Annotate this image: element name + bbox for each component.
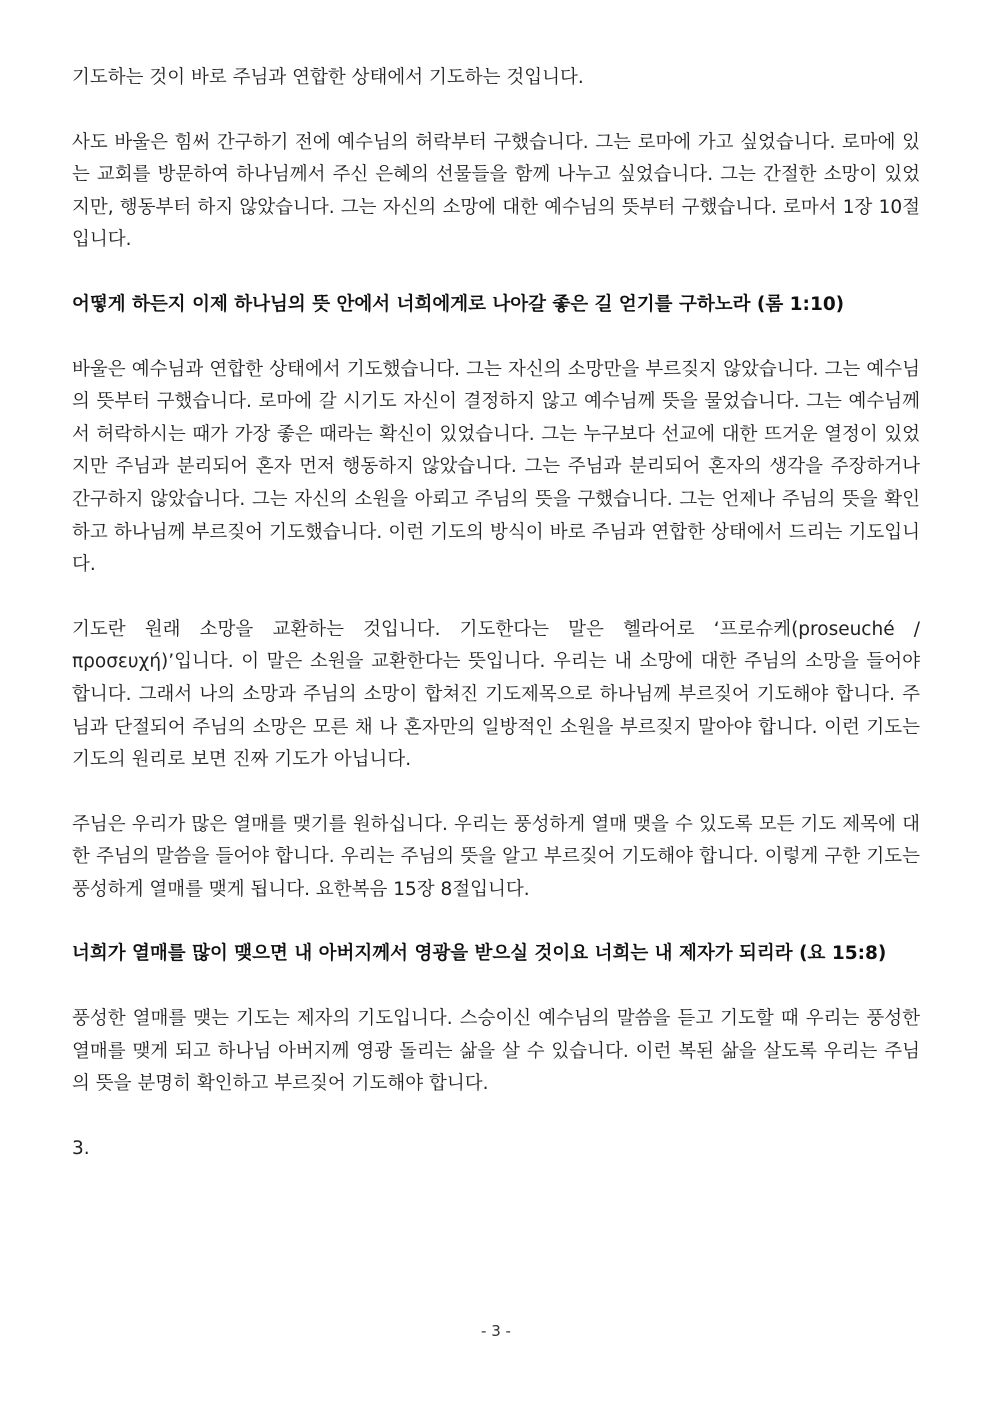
document-body [72,62,920,1165]
paragraph-continuation: 기도하는 것이 바로 주님과 연합한 상태에서 기도하는 것입니다. [72,67,584,88]
scripture-romans-1-10: 어떻게 하든지 이제 하나님의 뜻 안에서 너희에게로 나아갈 좋은 길 얻기를 구하노라 (롬 1:10) [72,293,845,315]
paragraph-disciple-prayer: 풍성한 열매를 맺는 기도는 제자의 기도입니다. 스승이신 예수님의 말씀을 듣고 기도할 때 우리는 풍성한 열매를 맺게 되고 하나님 아버지께 영광 돌리는 삶을 살 수 있습니다. 이런 복된 삶을 살도록 우리는 주님의 뜻을 분명히 확인하고 부르짖어 기도해야 합니다. [72,1008,920,1095]
scripture-john-15-8: 너희가 열매를 많이 맺으면 내 아버지께서 영광을 받으실 것이요 너희는 내 제자가 되리라 (요 15:8) [72,943,887,965]
section-number: 3. [72,1137,90,1159]
page-number: - 3 - [481,1322,511,1340]
paragraph-fruit: 주님은 우리가 많은 열매를 맺기를 원하십니다. 우리는 풍성하게 열매 맺을 수 있도록 모든 기도 제목에 대한 주님의 말씀을 들어야 합니다. 우리는 주님의 뜻을 알고 부르짖어 기도해야 합니다. 이렇게 구한 기도는 풍성하게 열매를 맺게 됩니다. 요한복음 15장 8절입니다. [72,813,920,900]
paragraph-proseuche: 기도란 원래 소망을 교환하는 것입니다. 기도한다는 말은 헬라어로 ‘프로슈케(proseuché / προσευχή)’입니다. 이 말은 소원을 교환한다는 뜻입니다. 우리는 내 소망에 대한 주님의 소망을 들어야 합니다. 그래서 나의 소망과 주님의 소망이 합쳐진 기도제목으로 하나님께 부르짖어 기도해야 합니다. 주님과 단절되어 주님의 소망은 모른 채 나 혼자만의 일방적인 소원을 부르짖지 말아야 합니다. 이런 기도는 기도의 원리로 보면 진짜 기도가 아닙니다. [72,618,920,771]
paragraph-united-prayer: 바울은 예수님과 연합한 상태에서 기도했습니다. 그는 자신의 소망만을 부르짖지 않았습니다. 그는 예수님의 뜻부터 구했습니다. 로마에 갈 시기도 자신이 결정하지 않고 예수님께 뜻을 물었습니다. 그는 예수님께서 허락하시는 때가 가장 좋은 때라는 확신이 있었습니다. 그는 누구보다 선교에 대한 뜨거운 열정이 있었지만 주님과 분리되어 혼자 먼저 행동하지 않았습니다. 그는 주님과 분리되어 혼자의 생각을 주장하거나 간구하지 않았습니다. 그는 자신의 소원을 아뢰고 주님의 뜻을 구했습니다. 그는 언제나 주님의 뜻을 확인하고 하나님께 부르짖어 기도했습니다. 이런 기도의 방식이 바로 주님과 연합한 상태에서 드리는 기도입니다. [72,358,920,576]
paragraph-paul-rome: 사도 바울은 힘써 간구하기 전에 예수님의 허락부터 구했습니다. 그는 로마에 가고 싶었습니다. 로마에 있는 교회를 방문하여 하나님께서 주신 은혜의 선물들을 함께 나누고 싶었습니다. 그는 간절한 소망이 있었지만, 행동부터 하지 않았습니다. 그는 자신의 소망에 대한 예수님의 뜻부터 구했습니다. 로마서 1장 10절입니다. [72,131,920,251]
